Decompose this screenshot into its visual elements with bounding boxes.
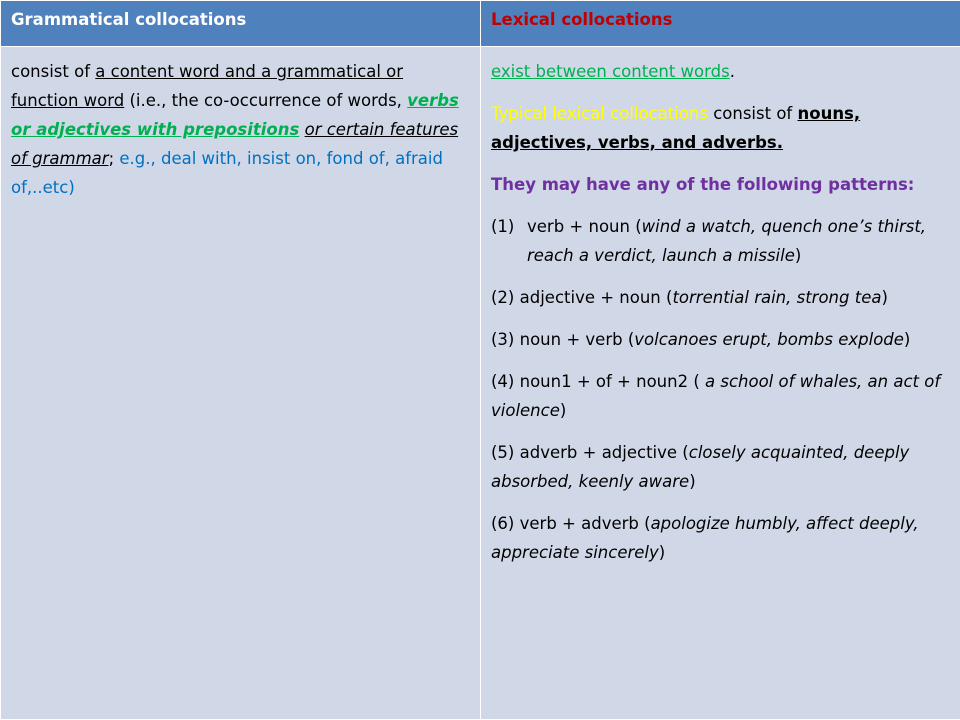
content-word-phrase: a content word and a grammatical or function word <box>11 62 404 110</box>
pattern-number: (2) <box>491 288 515 307</box>
text-segment: (i.e., the co-occurrence of words, <box>124 91 408 110</box>
pattern-number: (4) <box>491 372 515 391</box>
pattern-5 <box>491 438 952 496</box>
pattern-label: adverb + adjective ( <box>514 443 689 462</box>
grammatical-examples: e.g., deal with, insist on, fond of, afraid of,..etc) <box>11 149 443 197</box>
text-segment: ) <box>658 543 666 562</box>
content-row <box>1 47 960 720</box>
pattern-number: (6) <box>491 514 515 533</box>
pattern-number: (3) <box>491 330 515 349</box>
text-segment: ) <box>689 472 696 491</box>
pattern-examples: volcanoes erupt, bombs explode <box>634 330 904 349</box>
verbs-adjectives-phrase: verbs or adjectives with prepositions <box>11 91 459 139</box>
lexical-cell <box>481 47 960 720</box>
pattern-2 <box>491 283 952 312</box>
header-row <box>1 1 960 47</box>
pattern-examples: wind a watch, quench one’s thirst, reach a verdict, launch a missile <box>527 217 927 265</box>
lexical-definition <box>491 57 952 86</box>
pattern-label: verb + noun ( <box>527 217 642 236</box>
text-segment: consist of <box>11 62 96 81</box>
pattern-4 <box>491 367 952 425</box>
text-segment: ) <box>881 288 888 307</box>
text-segment: consist of <box>707 104 798 123</box>
pattern-label: adjective + noun ( <box>514 288 673 307</box>
text-segment: . <box>729 62 735 81</box>
pattern-1 <box>491 212 952 270</box>
pattern-3 <box>491 325 952 354</box>
text-segment: ) <box>794 246 802 265</box>
text-segment: ) <box>559 401 567 420</box>
content-words-phrase: exist between content words <box>491 62 730 81</box>
text-segment: ; <box>108 149 120 168</box>
pattern-label: noun1 + of + noun2 ( <box>514 372 706 391</box>
text-segment: ) <box>903 330 911 349</box>
pattern-examples: closely acquainted, deeply absorbed, keenly aware <box>491 443 910 491</box>
pattern-number: (1) <box>491 217 515 236</box>
pattern-label: noun + verb ( <box>514 330 635 349</box>
patterns-intro: They may have any of the following patterns: <box>491 175 915 194</box>
header-lexical: Lexical collocations <box>481 1 960 47</box>
pattern-examples: a school of whales, an act of violence <box>491 372 941 420</box>
grammatical-definition <box>11 57 472 202</box>
word-classes-phrase: nouns, adjectives, verbs, and adverbs. <box>491 104 861 152</box>
pattern-examples: torrential rain, strong tea <box>672 288 882 307</box>
pattern-examples: apologize humbly, affect deeply, appreciate sincerely <box>491 514 919 562</box>
typical-lexical-phrase: Typical lexical collocations <box>491 104 708 123</box>
header-grammatical: Grammatical collocations <box>1 1 481 47</box>
pattern-6 <box>491 509 952 567</box>
lexical-typical <box>491 99 952 157</box>
pattern-label: verb + adverb ( <box>514 514 651 533</box>
grammatical-cell <box>1 47 481 720</box>
grammar-features-phrase: or certain features of grammar <box>11 120 459 168</box>
pattern-number: (5) <box>491 443 515 462</box>
